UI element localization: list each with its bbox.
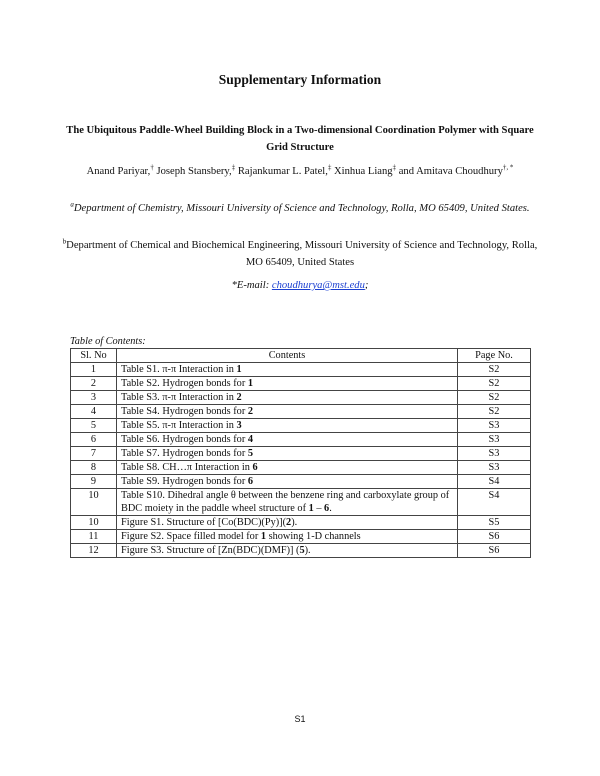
affiliation-a-mark: a <box>70 200 74 209</box>
header-contents: Contents <box>117 349 458 363</box>
toc-row-contents <box>117 405 458 419</box>
author-affiliation-mark: ‡ <box>327 163 332 172</box>
toc-row <box>71 377 531 391</box>
affiliation-a <box>60 200 540 217</box>
toc-row <box>71 489 531 516</box>
toc-row-number: 1 <box>71 363 117 377</box>
contents-text: Table S4. Hydrogen bonds for <box>121 406 248 417</box>
toc-row-page: S4 <box>458 475 531 489</box>
contents-text: Table S10. Dihedral angle θ between the benzene ring and carboxylate group of BDC moiety in the paddle wheel structure of <box>121 490 450 514</box>
compound-number: 2 <box>247 406 253 417</box>
header-page-no: Page No. <box>458 349 531 363</box>
contents-text: Table S1. π-π Interaction in <box>121 364 237 375</box>
toc-row-number: 5 <box>71 419 117 433</box>
contents-text: . <box>329 503 332 514</box>
toc-row-contents <box>117 530 458 544</box>
contents-text: Table S2. Hydrogen bonds for <box>121 378 248 389</box>
toc-row <box>71 461 531 475</box>
toc-row <box>71 363 531 377</box>
email-label: *E-mail: <box>231 280 272 291</box>
toc-row-page: S2 <box>458 391 531 405</box>
contents-text: Table S6. Hydrogen bonds for <box>121 434 248 445</box>
affiliation-b-mark: b <box>62 237 67 246</box>
toc-row-number: 7 <box>71 447 117 461</box>
toc-row-contents <box>117 433 458 447</box>
toc-row-contents <box>117 475 458 489</box>
compound-number: 2 <box>236 392 242 403</box>
author-name: Xinhua Liang <box>331 166 393 177</box>
compound-number: 5 <box>247 448 253 459</box>
toc-row-number: 10 <box>71 489 117 516</box>
compound-number: 6 <box>252 462 258 473</box>
toc-row-number: 12 <box>71 544 117 558</box>
contents-text: Figure S2. Space filled model for <box>121 531 261 542</box>
toc-row-page: S2 <box>458 377 531 391</box>
toc-row-contents <box>117 544 458 558</box>
toc-row-page: S3 <box>458 447 531 461</box>
compound-number: 4 <box>247 434 253 445</box>
toc-row-number: 3 <box>71 391 117 405</box>
toc-row-contents <box>117 419 458 433</box>
toc-row-number: 4 <box>71 405 117 419</box>
toc-row <box>71 405 531 419</box>
author-name: Anand Pariyar, <box>86 166 151 177</box>
toc-row <box>71 447 531 461</box>
email-suffix: ; <box>364 280 369 291</box>
toc-row-page: S6 <box>458 544 531 558</box>
compound-number: 5 <box>299 545 305 556</box>
toc-row-page: S2 <box>458 405 531 419</box>
toc-row-contents <box>117 391 458 405</box>
toc-row-number: 10 <box>71 516 117 530</box>
author-affiliation-mark: †, * <box>502 163 514 172</box>
toc-row <box>71 516 531 530</box>
affiliation-b-text: Department of Chemical and Biochemical Engineering, Missouri University of Science and Technology, Rolla, MO 65409, United States <box>66 240 538 268</box>
author-name: and Amitava Choudhury <box>396 166 503 177</box>
compound-number: 2 <box>286 517 292 528</box>
author-affiliation-mark: ‡ <box>392 163 397 172</box>
toc-row-page: S6 <box>458 530 531 544</box>
author-name: Joseph Stansbery, <box>153 166 232 177</box>
author-affiliation-mark: † <box>150 163 154 172</box>
toc-row-contents <box>117 447 458 461</box>
compound-number: 3 <box>236 420 242 431</box>
header-sl-no: Sl. No <box>71 349 117 363</box>
toc-row-page: S2 <box>458 363 531 377</box>
affiliation-b <box>60 237 540 271</box>
compound-number: 6 <box>247 476 253 487</box>
toc-row <box>71 475 531 489</box>
toc-row-number: 2 <box>71 377 117 391</box>
contents-text: ). <box>304 545 311 556</box>
contents-text: Figure S3. Structure of [Zn(BDC)(DMF)] ( <box>121 545 300 556</box>
paper-title: The Ubiquitous Paddle-Wheel Building Block in a Two-dimensional Coordination Polymer with Square Grid Structure <box>66 125 534 153</box>
author-list <box>60 163 540 180</box>
toc-row-page: S3 <box>458 433 531 447</box>
toc-row-contents <box>117 363 458 377</box>
contents-text: Table S8. CH…π Interaction in <box>121 462 253 473</box>
toc-label: Table of Contents: <box>70 336 146 347</box>
toc-row <box>71 530 531 544</box>
toc-row-page: S3 <box>458 419 531 433</box>
toc-row-contents <box>117 516 458 530</box>
page-number: S1 <box>294 714 306 724</box>
contents-text: Table S9. Hydrogen bonds for <box>121 476 248 487</box>
supplementary-heading: Supplementary Information <box>218 72 382 87</box>
toc-row-number: 6 <box>71 433 117 447</box>
author-affiliation-mark: ‡ <box>231 163 236 172</box>
toc-row <box>71 544 531 558</box>
compound-number: 1 <box>308 503 314 514</box>
contents-text: Table S5. π-π Interaction in <box>121 420 237 431</box>
toc-row-number: 9 <box>71 475 117 489</box>
email-line <box>0 280 600 291</box>
toc-row-contents <box>117 489 458 516</box>
contents-text: showing 1-D channels <box>266 531 361 542</box>
toc-row <box>71 419 531 433</box>
contents-text: ). <box>291 517 298 528</box>
contents-text: – <box>313 503 325 514</box>
toc-row-contents <box>117 377 458 391</box>
toc-row <box>71 391 531 405</box>
author-name: Rajankumar L. Patel, <box>235 166 328 177</box>
email-link[interactable]: choudhurya@mst.edu <box>271 280 365 291</box>
toc-row-page: S4 <box>458 489 531 516</box>
compound-number: 1 <box>236 364 242 375</box>
contents-text: Table S3. π-π Interaction in <box>121 392 237 403</box>
toc-row-number: 8 <box>71 461 117 475</box>
compound-number: 1 <box>247 378 253 389</box>
toc-row <box>71 433 531 447</box>
affiliation-a-text: Department of Chemistry, Missouri University of Science and Technology, Rolla, MO 65409, United States. <box>73 203 530 214</box>
contents-text: Figure S1. Structure of [Co(BDC)(Py)]( <box>121 517 287 528</box>
toc-row-page: S3 <box>458 461 531 475</box>
toc-table <box>70 348 531 558</box>
toc-row-contents <box>117 461 458 475</box>
toc-header-row <box>71 349 531 363</box>
contents-text: Table S7. Hydrogen bonds for <box>121 448 248 459</box>
toc-row-page: S5 <box>458 516 531 530</box>
toc-row-number: 11 <box>71 530 117 544</box>
compound-number: 6 <box>324 503 330 514</box>
compound-number: 1 <box>260 531 266 542</box>
